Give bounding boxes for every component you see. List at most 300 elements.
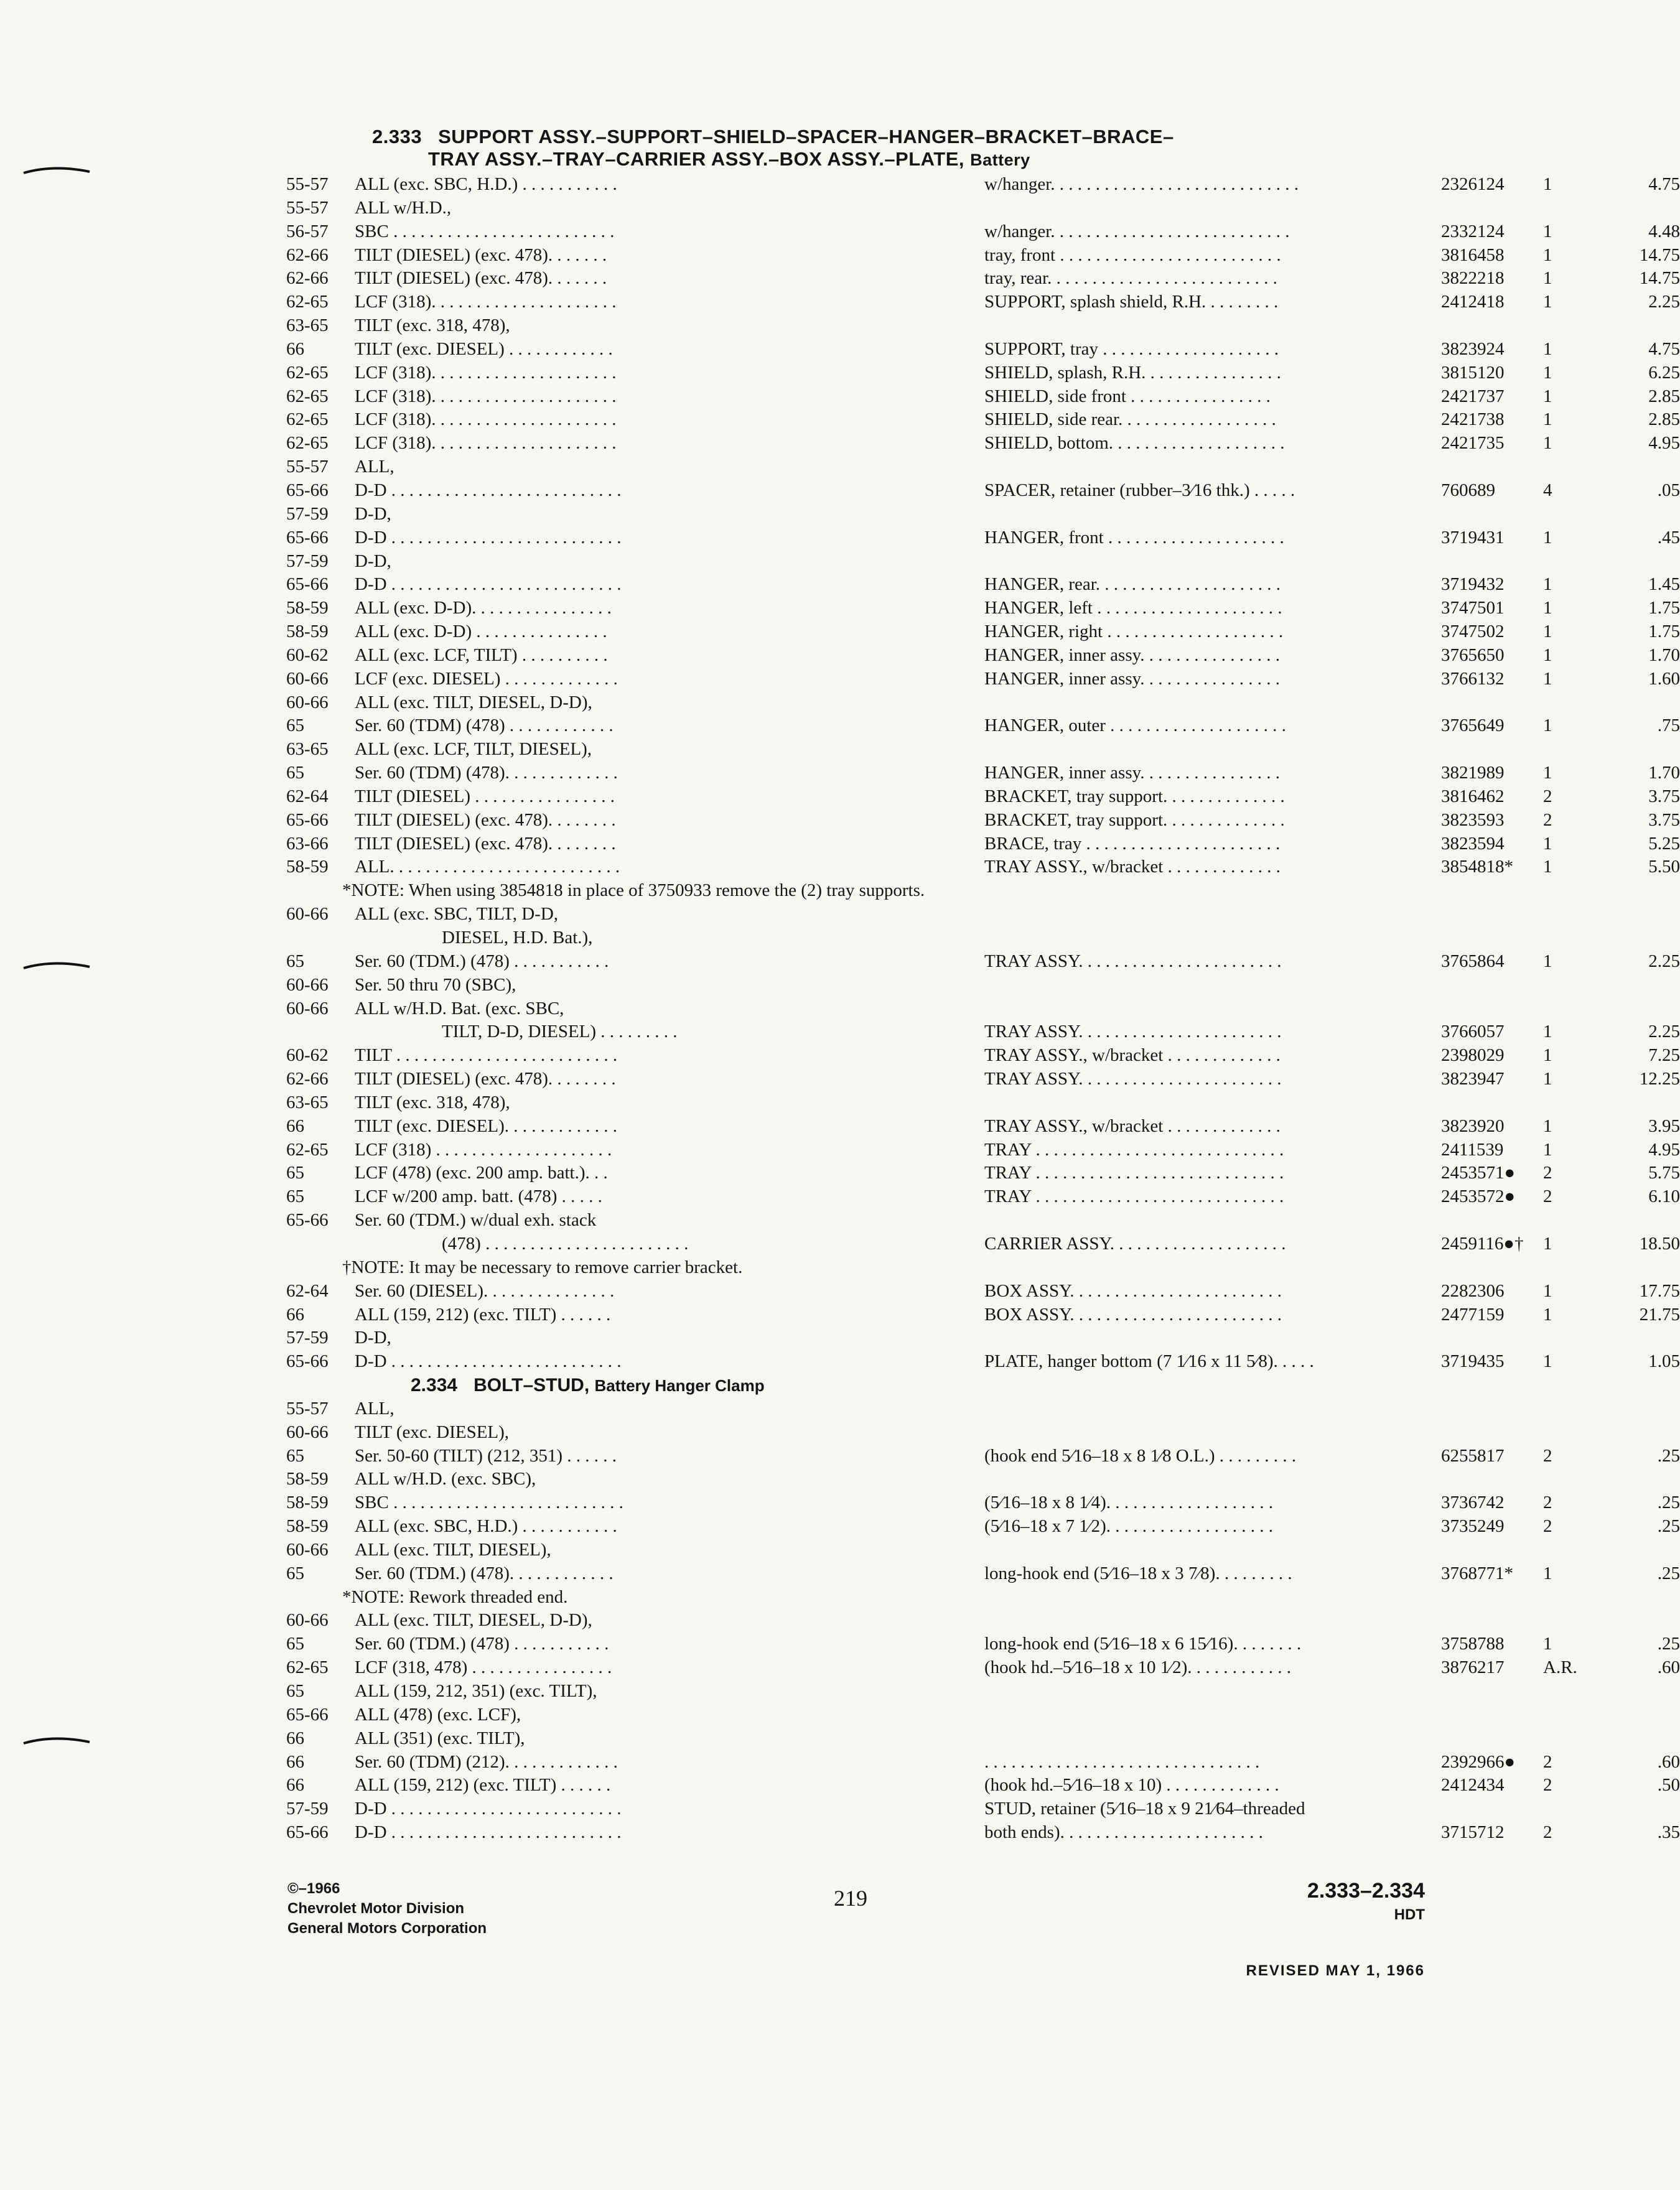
part-row (286, 1280, 1680, 1303)
part-row (286, 244, 1680, 268)
section-title-text-2: TRAY ASSY.–TRAY–CARRIER ASSY.–BOX ASSY.–PLATE, (428, 148, 964, 170)
part-row (286, 550, 1456, 574)
quantity: 1 (1543, 1116, 1552, 1136)
list-price: 14.75 (1639, 268, 1680, 289)
applies-to: D-D . . . . . . . . . . . . . . . . . . . . . . . . . . (355, 480, 622, 500)
part-description: HANGER, right . . . . . . . . . . . . . . . . . . . . (984, 622, 1284, 642)
page-number: 219 (834, 1886, 867, 1911)
list-price: 5.25 (1648, 833, 1680, 854)
quantity: 1 (1543, 268, 1552, 289)
binder-hole-mark-middle (22, 962, 91, 969)
part-description: SUPPORT, tray . . . . . . . . . . . . . . . . . . . . (984, 338, 1279, 359)
part-number: 3719431 (1441, 527, 1505, 548)
model-years: 58-59 (286, 1516, 329, 1537)
quantity: 2 (1543, 786, 1552, 806)
part-description: TRAY . . . . . . . . . . . . . . . . . . . . . . . . . . . . (984, 1163, 1284, 1183)
note-row (286, 1586, 1456, 1610)
part-row (286, 1539, 1456, 1562)
model-years: 62-65 (286, 292, 329, 312)
part-row (286, 1232, 1680, 1256)
part-number: 2453571● (1441, 1163, 1516, 1183)
part-description: PLATE, hanger bottom (7 1⁄16 x 11 5⁄8). . . . . (984, 1351, 1314, 1372)
applies-to: Ser. 60 (DIESEL). . . . . . . . . . . . . . . (355, 1280, 615, 1301)
applies-to: TILT (DIESEL) (exc. 478). . . . . . . (355, 268, 607, 289)
applies-to: Ser. 60 (TDM) (478) . . . . . . . . . . . . (355, 715, 614, 736)
part-row (286, 1139, 1680, 1162)
part-description: HANGER, front . . . . . . . . . . . . . . . . . . . . (984, 527, 1284, 548)
applies-to: TILT (exc. DIESEL) . . . . . . . . . . . . (355, 338, 613, 359)
applies-to: ALL w/H.D. (exc. SBC), (355, 1469, 536, 1489)
list-price: 12.25 (1639, 1069, 1680, 1089)
quantity: 1 (1543, 1280, 1552, 1301)
applies-to: Ser. 60 (TDM.) (478). . . . . . . . . . . . (355, 1563, 614, 1583)
part-number: 2421737 (1441, 386, 1505, 406)
applies-to: Ser. 60 (TDM.) (478) . . . . . . . . . . . (355, 951, 609, 971)
applies-to: LCF (318). . . . . . . . . . . . . . . . . . . . . (355, 386, 617, 406)
part-row (286, 1162, 1680, 1185)
model-years: 60-66 (286, 998, 329, 1018)
model-years: 55-57 (286, 174, 329, 194)
model-years: 60-66 (286, 692, 329, 712)
list-price: 5.75 (1648, 1163, 1680, 1183)
model-years: 56-57 (286, 221, 329, 241)
quantity: 2 (1543, 1516, 1552, 1537)
part-row (286, 1680, 1456, 1703)
part-number: 3823924 (1441, 338, 1505, 359)
part-row (286, 291, 1680, 314)
applies-to: Ser. 50 thru 70 (SBC), (355, 974, 516, 995)
quantity: 1 (1543, 1045, 1552, 1066)
part-row (286, 1445, 1680, 1468)
list-price: 4.75 (1648, 338, 1680, 359)
subsection-title (411, 1374, 765, 1398)
model-years: 57-59 (286, 503, 329, 524)
model-years: 62-65 (286, 409, 329, 430)
model-years: 66 (286, 1775, 304, 1796)
applies-to: TILT (DIESEL) (exc. 478). . . . . . . . (355, 809, 616, 830)
part-number: 3854818* (1441, 857, 1513, 877)
part-description: both ends). . . . . . . . . . . . . . . . . . . . . . . (984, 1822, 1263, 1843)
note-text: *NOTE: Rework threaded end. (342, 1587, 568, 1607)
part-row (286, 997, 1456, 1021)
applies-to: ALL. . . . . . . . . . . . . . . . . . . . . . . . . . (355, 857, 620, 877)
list-price: 1.05 (1648, 1351, 1680, 1372)
part-description: long-hook end (5⁄16–18 x 3 7⁄8). . . . . . . . . (984, 1563, 1292, 1583)
applies-to: ALL, (355, 1398, 394, 1419)
model-years: 65 (286, 1563, 304, 1583)
applies-to: ALL (exc. D-D) . . . . . . . . . . . . . . . (355, 622, 607, 642)
part-description: long-hook end (5⁄16–18 x 6 15⁄16). . . . . . . . (984, 1634, 1302, 1654)
applies-to: ALL (exc. LCF, TILT) . . . . . . . . . . (355, 645, 608, 665)
part-row (286, 832, 1680, 856)
quantity: 1 (1543, 1563, 1552, 1583)
part-row (286, 1703, 1456, 1727)
model-years: 55-57 (286, 457, 329, 477)
quantity: 1 (1543, 433, 1552, 454)
list-price: 4.75 (1648, 174, 1680, 194)
model-years: 63-65 (286, 1092, 329, 1112)
applies-to: D-D . . . . . . . . . . . . . . . . . . . . . . . . . . (355, 1799, 622, 1819)
part-number: 3765650 (1441, 645, 1505, 665)
part-row (286, 432, 1680, 455)
part-row (286, 1468, 1456, 1491)
subsection-subtitle: Battery Hanger Clamp (594, 1376, 765, 1396)
list-price: 2.25 (1648, 951, 1680, 971)
model-years: 65 (286, 1681, 304, 1701)
model-years: 60-62 (286, 645, 329, 665)
applies-to: ALL (exc. TILT, DIESEL), (355, 1539, 551, 1560)
document-code: HDT (1394, 1906, 1425, 1923)
list-price: .05 (1657, 480, 1680, 500)
applies-to: LCF (exc. DIESEL) . . . . . . . . . . . . . (355, 668, 618, 689)
list-price: .25 (1657, 1634, 1680, 1654)
part-description: HANGER, inner assy. . . . . . . . . . . . . . . . (984, 668, 1280, 689)
list-price: 14.75 (1639, 245, 1680, 265)
part-row (286, 762, 1680, 785)
part-row (286, 220, 1680, 244)
quantity: 1 (1543, 833, 1552, 854)
quantity: 1 (1543, 1139, 1552, 1160)
model-years: 62-66 (286, 245, 329, 265)
section-reference: 2.333–2.334 (1307, 1879, 1425, 1903)
applies-to: ALL (exc. SBC, H.D.) . . . . . . . . . . . (355, 1516, 617, 1537)
footer-corporation: General Motors Corporation (287, 1920, 487, 1937)
model-years: 62-65 (286, 362, 329, 383)
quantity: 1 (1543, 221, 1552, 241)
part-description: (5⁄16–18 x 8 1⁄4). . . . . . . . . . . . . . . . . . . (984, 1493, 1273, 1513)
part-row (286, 950, 1680, 974)
part-row (286, 855, 1680, 879)
applies-to: ALL (159, 212) (exc. TILT) . . . . . . (355, 1775, 611, 1796)
model-years: 62-65 (286, 1657, 329, 1678)
model-years: 62-65 (286, 386, 329, 406)
applies-to: ALL, (355, 457, 394, 477)
applies-to: ALL (exc. LCF, TILT, DIESEL), (355, 739, 592, 760)
list-price: 6.25 (1648, 362, 1680, 383)
model-years: 65-66 (286, 1822, 329, 1843)
list-price: 18.50 (1639, 1233, 1680, 1254)
model-years: 63-66 (286, 833, 329, 854)
part-number: 2398029 (1441, 1045, 1505, 1066)
model-years: 65 (286, 715, 304, 736)
quantity: 2 (1543, 1493, 1552, 1513)
note-row (286, 1256, 1456, 1280)
part-number: 3823920 (1441, 1116, 1505, 1136)
applies-to: TILT (DIESEL) . . . . . . . . . . . . . . . . (355, 786, 615, 806)
list-price: 3.75 (1648, 809, 1680, 830)
list-price: 3.95 (1648, 1116, 1680, 1136)
applies-to: ALL (exc. TILT, DIESEL, D-D), (355, 1610, 592, 1631)
applies-to: LCF w/200 amp. batt. (478) . . . . . (355, 1186, 602, 1207)
section-title-text: SUPPORT ASSY.–SUPPORT–SHIELD–SPACER–HANGER–BRACKET–BRACE– (438, 126, 1174, 147)
part-row (286, 668, 1680, 691)
footer-division: Chevrolet Motor Division (287, 1900, 465, 1917)
part-number: 2332124 (1441, 221, 1505, 241)
part-number: 3735249 (1441, 1516, 1505, 1537)
part-row (286, 1751, 1680, 1774)
model-years: 60-62 (286, 1045, 329, 1066)
quantity: 2 (1543, 1775, 1552, 1796)
part-description: tray, front . . . . . . . . . . . . . . . . . . . . . . . . . (984, 245, 1281, 265)
part-row (286, 1515, 1680, 1539)
part-row (286, 1727, 1456, 1751)
model-years: 65-66 (286, 1210, 329, 1231)
part-row (286, 1185, 1680, 1209)
part-description: SHIELD, side front . . . . . . . . . . . . . . . . (984, 386, 1271, 406)
note-text: †NOTE: It may be necessary to remove carrier bracket. (342, 1257, 743, 1277)
quantity: 2 (1543, 1186, 1552, 1207)
part-number: 3715712 (1441, 1822, 1505, 1843)
applies-to: ALL (exc. TILT, DIESEL, D-D), (355, 692, 592, 712)
part-row (286, 1656, 1680, 1680)
part-row (286, 1115, 1680, 1139)
part-description: w/hanger. . . . . . . . . . . . . . . . . . . . . . . . . . . (984, 221, 1290, 241)
part-number: 3747502 (1441, 622, 1505, 642)
section-number: 2.333 (372, 126, 422, 147)
model-years: 62-65 (286, 433, 329, 454)
quantity: 1 (1543, 622, 1552, 642)
part-number: 3821989 (1441, 763, 1505, 783)
quantity: 4 (1543, 480, 1552, 500)
quantity: 1 (1543, 292, 1552, 312)
applies-to: ALL w/H.D. Bat. (exc. SBC, (355, 998, 564, 1018)
model-years: 57-59 (286, 551, 329, 571)
list-price: 7.25 (1648, 1045, 1680, 1066)
list-price: .25 (1657, 1445, 1680, 1466)
applies-to: LCF (318) . . . . . . . . . . . . . . . . . . . . (355, 1139, 612, 1160)
part-row (286, 1421, 1456, 1445)
part-number: 3815120 (1441, 362, 1505, 383)
part-number: 2282306 (1441, 1280, 1505, 1301)
model-years: 62-65 (286, 1139, 329, 1160)
model-years: 66 (286, 338, 304, 359)
part-description: (hook hd.–5⁄16–18 x 10) . . . . . . . . . . . . . (984, 1775, 1279, 1796)
model-years: 60-66 (286, 904, 329, 925)
applies-to: Ser. 60 (TDM.) w/dual exh. stack (355, 1210, 597, 1231)
applies-to: LCF (318). . . . . . . . . . . . . . . . . . . . . (355, 362, 617, 383)
list-price: 2.25 (1648, 1022, 1680, 1042)
model-years: 65-66 (286, 1704, 329, 1725)
list-price: .45 (1657, 527, 1680, 548)
model-years: 60-66 (286, 1610, 329, 1631)
applies-to: D-D, (355, 503, 391, 524)
applies-to: TILT (DIESEL) (exc. 478). . . . . . . . (355, 833, 616, 854)
quantity: A.R. (1543, 1657, 1577, 1678)
quantity: 1 (1543, 715, 1552, 736)
quantity: 1 (1543, 1304, 1552, 1325)
applies-to: ALL (exc. SBC, H.D.) . . . . . . . . . . . (355, 174, 617, 194)
part-number: 3747501 (1441, 598, 1505, 618)
list-price: 2.85 (1648, 409, 1680, 430)
model-years: 62-66 (286, 1069, 329, 1089)
applies-to: TILT (exc. DIESEL). . . . . . . . . . . . . (355, 1116, 618, 1136)
applies-to: TILT (exc. DIESEL), (355, 1422, 510, 1442)
quantity: 1 (1543, 362, 1552, 383)
applies-to: TILT, D-D, DIESEL) . . . . . . . . . (442, 1022, 678, 1042)
quantity: 2 (1543, 1445, 1552, 1466)
applies-to: DIESEL, H.D. Bat.), (442, 928, 593, 948)
part-description: HANGER, inner assy. . . . . . . . . . . . . . . . (984, 763, 1280, 783)
model-years: 58-59 (286, 857, 329, 877)
quantity: 1 (1543, 174, 1552, 194)
part-number: 3719435 (1441, 1351, 1505, 1372)
list-price: .25 (1657, 1493, 1680, 1513)
list-price: 2.25 (1648, 292, 1680, 312)
part-row (286, 1044, 1680, 1068)
part-row (286, 620, 1680, 644)
list-price: 1.75 (1648, 598, 1680, 618)
part-row (286, 691, 1456, 715)
part-row (286, 1397, 1456, 1421)
part-description: BOX ASSY. . . . . . . . . . . . . . . . . . . . . . . . (984, 1280, 1282, 1301)
model-years: 65 (286, 1634, 304, 1654)
part-number: 3765649 (1441, 715, 1505, 736)
applies-to: Ser. 50-60 (TILT) (212, 351) . . . . . . (355, 1445, 617, 1466)
quantity: 1 (1543, 763, 1552, 783)
model-years: 66 (286, 1304, 304, 1325)
part-number: 3823947 (1441, 1069, 1505, 1089)
part-number: 760689 (1441, 480, 1495, 500)
applies-to: SBC . . . . . . . . . . . . . . . . . . . . . . . . . (355, 221, 615, 241)
applies-to: TILT . . . . . . . . . . . . . . . . . . . . . . . . . (355, 1045, 618, 1066)
applies-to: D-D, (355, 1328, 391, 1348)
model-years: 58-59 (286, 1469, 329, 1489)
model-years: 65 (286, 1163, 304, 1183)
part-description: (5⁄16–18 x 7 1⁄2). . . . . . . . . . . . . . . . . . . (984, 1516, 1273, 1537)
applies-to: ALL (351) (exc. TILT), (355, 1728, 525, 1748)
part-number: 6255817 (1441, 1445, 1505, 1466)
part-row (286, 526, 1680, 550)
part-description: . . . . . . . . . . . . . . . . . . . . . . . . . . . . . . . (984, 1751, 1260, 1772)
part-number: 2326124 (1441, 174, 1505, 194)
model-years: 65-66 (286, 480, 329, 500)
quantity: 1 (1543, 409, 1552, 430)
part-description: TRAY . . . . . . . . . . . . . . . . . . . . . . . . . . . . (984, 1186, 1284, 1207)
part-row (286, 573, 1680, 597)
quantity: 1 (1543, 668, 1552, 689)
model-years: 62-66 (286, 268, 329, 289)
subsection-number: 2.334 (411, 1375, 458, 1396)
part-description: TRAY ASSY., w/bracket . . . . . . . . . . . . . (984, 1116, 1281, 1136)
part-number: 2453572● (1441, 1186, 1516, 1207)
applies-to: Ser. 60 (TDM) (212). . . . . . . . . . . . . (355, 1751, 618, 1772)
model-years: 65-66 (286, 809, 329, 830)
model-years: 66 (286, 1751, 304, 1772)
part-description: TRAY ASSY., w/bracket . . . . . . . . . . . . . (984, 1045, 1281, 1066)
part-row (286, 809, 1680, 832)
part-row (286, 197, 1456, 220)
part-number: 3823594 (1441, 833, 1505, 854)
part-row (286, 267, 1680, 291)
list-price: .50 (1657, 1775, 1680, 1796)
part-row (286, 314, 1456, 338)
part-number: 3766057 (1441, 1022, 1505, 1042)
model-years: 65 (286, 951, 304, 971)
model-years: 65-66 (286, 574, 329, 595)
quantity: 2 (1543, 1163, 1552, 1183)
model-years: 65 (286, 763, 304, 783)
part-number: 2421738 (1441, 409, 1505, 430)
binder-hole-mark-bottom (22, 1737, 91, 1745)
part-number: 3822218 (1441, 268, 1505, 289)
list-price: 4.95 (1648, 1139, 1680, 1160)
part-number: 3876217 (1441, 1657, 1505, 1678)
part-description: TRAY ASSY. . . . . . . . . . . . . . . . . . . . . . . (984, 1069, 1282, 1089)
quantity: 1 (1543, 338, 1552, 359)
applies-to: TILT (DIESEL) (exc. 478). . . . . . . (355, 245, 607, 265)
part-description: TRAY . . . . . . . . . . . . . . . . . . . . . . . . . . . . (984, 1139, 1284, 1160)
part-number: 2392966● (1441, 1751, 1516, 1772)
quantity: 1 (1543, 857, 1552, 877)
part-number: 2477159 (1441, 1304, 1505, 1325)
part-row (286, 738, 1456, 762)
part-number: 3758788 (1441, 1634, 1505, 1654)
part-description: tray, rear. . . . . . . . . . . . . . . . . . . . . . . . . . (984, 268, 1277, 289)
model-years: 65 (286, 1445, 304, 1466)
part-row (286, 1068, 1680, 1091)
list-price: .35 (1657, 1822, 1680, 1843)
list-price: 1.70 (1648, 763, 1680, 783)
model-years: 57-59 (286, 1799, 329, 1819)
model-years: 55-57 (286, 197, 329, 218)
part-row (286, 385, 1680, 409)
list-price: 4.95 (1648, 433, 1680, 454)
list-price: 3.75 (1648, 786, 1680, 806)
applies-to: TILT (DIESEL) (exc. 478). . . . . . . . (355, 1069, 616, 1089)
list-price: .75 (1657, 715, 1680, 736)
part-row (286, 361, 1680, 385)
model-years: 60-66 (286, 974, 329, 995)
quantity: 1 (1543, 1022, 1552, 1042)
list-price: 6.10 (1648, 1186, 1680, 1207)
quantity: 1 (1543, 245, 1552, 265)
list-price: 21.75 (1639, 1304, 1680, 1325)
applies-to: LCF (318). . . . . . . . . . . . . . . . . . . . . (355, 292, 617, 312)
part-description: TRAY ASSY. . . . . . . . . . . . . . . . . . . . . . . (984, 951, 1282, 971)
part-number: 3719432 (1441, 574, 1505, 595)
part-description: HANGER, left . . . . . . . . . . . . . . . . . . . . . (984, 598, 1282, 618)
model-years: 62-64 (286, 1280, 329, 1301)
part-row (286, 1209, 1456, 1232)
part-number: 2411539 (1441, 1139, 1504, 1160)
applies-to: LCF (318). . . . . . . . . . . . . . . . . . . . . (355, 433, 617, 454)
part-description: SUPPORT, splash shield, R.H. . . . . . . . . (984, 292, 1279, 312)
part-number: 3816458 (1441, 245, 1505, 265)
part-number: 2412418 (1441, 292, 1505, 312)
list-price: 2.85 (1648, 386, 1680, 406)
part-number: 3823593 (1441, 809, 1505, 830)
part-description: TRAY ASSY. . . . . . . . . . . . . . . . . . . . . . . (984, 1022, 1282, 1042)
part-row (286, 714, 1680, 738)
part-row (286, 455, 1456, 479)
applies-to: ALL w/H.D., (355, 197, 452, 218)
list-price: .25 (1657, 1563, 1680, 1583)
applies-to: TILT (exc. 318, 478), (355, 1092, 510, 1112)
model-years: 55-57 (286, 1398, 329, 1419)
part-row (286, 479, 1680, 503)
model-years: 66 (286, 1116, 304, 1136)
quantity: 1 (1543, 1351, 1552, 1372)
part-description: STUD, retainer (5⁄16–18 x 9 21⁄64–threaded (984, 1799, 1305, 1819)
applies-to: LCF (318, 478) . . . . . . . . . . . . . . . . (355, 1657, 612, 1678)
part-description: SPACER, retainer (rubber–3⁄16 thk.) . . . . . (984, 480, 1295, 500)
model-years: 60-66 (286, 1422, 329, 1442)
quantity: 1 (1543, 527, 1552, 548)
applies-to: ALL (exc. SBC, TILT, D-D, (355, 904, 559, 925)
applies-to: Ser. 60 (TDM.) (478) . . . . . . . . . . . (355, 1634, 609, 1654)
applies-to: ALL (159, 212) (exc. TILT) . . . . . . (355, 1304, 611, 1325)
applies-to: LCF (318). . . . . . . . . . . . . . . . . . . . . (355, 409, 617, 430)
